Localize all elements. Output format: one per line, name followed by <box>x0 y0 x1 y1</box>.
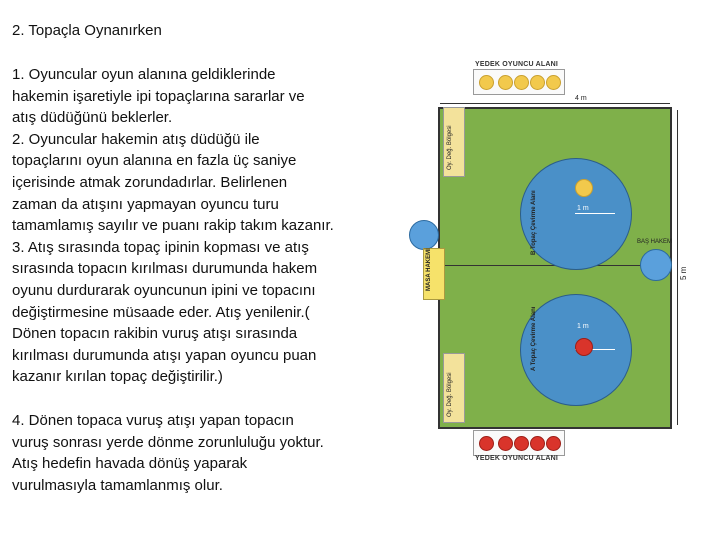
playing-field-diagram <box>395 55 710 475</box>
head-referee-icon <box>640 249 672 281</box>
height-label: 5 m <box>679 266 688 280</box>
yellow-face-icon <box>514 75 529 90</box>
radius-line-b <box>575 213 615 214</box>
circle-a-radius-label: 1 m <box>577 323 589 330</box>
yellow-face-icon <box>546 75 561 90</box>
spin-area-b-label: B Topaç Çevirme Alanı <box>531 190 537 255</box>
table-referee-icon <box>409 220 439 250</box>
yellow-face-icon <box>498 75 513 90</box>
rules-paragraph-1: 1. Oyuncular oyun alanına geldiklerinde hakemin işaretiyle ipi topaçlarına sararlar ve atış düdüğünü beklerler. 2. Oyuncular hakemin atış düdüğü ile topaçlarını oyun alanına en fazla üç saniye içerisinde atmak zorundadırlar. Belirlenen zaman da atışını yapmayan oyuncu turu tamamlamış sayılır ve puanı rakip takım kazanır. 3. Atış sırasında topaç ipinin kopması ve atış sırasında topacın kırılması durumunda hakem oyunu durdurarak oyuncunun ipini ve topacını değiştirmesine müsaade eder. Atış yenilenir.( Dönen topacın rakibin vuruş atışı sırasında kırılması durumunda atışı yapan oyuncu puan kazanır kırılan topaç değiştirilir.) <box>12 66 334 386</box>
spin-area-a-label: A Topaç Çevirme Alanı <box>531 306 537 371</box>
yellow-face-icon <box>530 75 545 90</box>
table-referee-label: MASA HAKEMİ <box>426 248 432 291</box>
yellow-face-icon <box>479 75 494 90</box>
red-player-icon <box>575 338 593 356</box>
reserve-area-top-label: YEDEK OYUNCU ALANI <box>475 61 559 68</box>
red-face-icon <box>514 436 529 451</box>
circle-b-radius-label: 1 m <box>577 205 589 212</box>
reserve-area-bottom <box>473 430 565 456</box>
reserve-area-bottom-label: YEDEK OYUNCU ALANI <box>475 455 559 462</box>
red-face-icon <box>530 436 545 451</box>
red-face-icon <box>479 436 494 451</box>
player-change-zone-top-label: Oy. Değ. Bölgesi <box>447 125 453 170</box>
width-dimension-line <box>440 103 670 104</box>
red-face-icon <box>498 436 513 451</box>
red-face-icon <box>546 436 561 451</box>
rules-paragraph-2: 4. Dönen topaca vuruş atışı yapan topacın vuruş sonrası yerde dönme zorunluluğu yoktur. Atış hedefin havada dönüş yaparak vurulmasıyla tamamlanmış olur. <box>12 412 324 494</box>
section-heading: 2. Topaçla Oynanırken <box>12 22 162 39</box>
reserve-area-top <box>473 69 565 95</box>
head-referee-label: BAŞ HAKEM <box>637 239 673 245</box>
player-change-zone-bottom-label: Oy. Değ. Bölgesi <box>447 372 453 417</box>
height-dimension-line <box>677 110 678 425</box>
yellow-player-icon <box>575 179 593 197</box>
width-label: 4 m <box>575 95 587 102</box>
